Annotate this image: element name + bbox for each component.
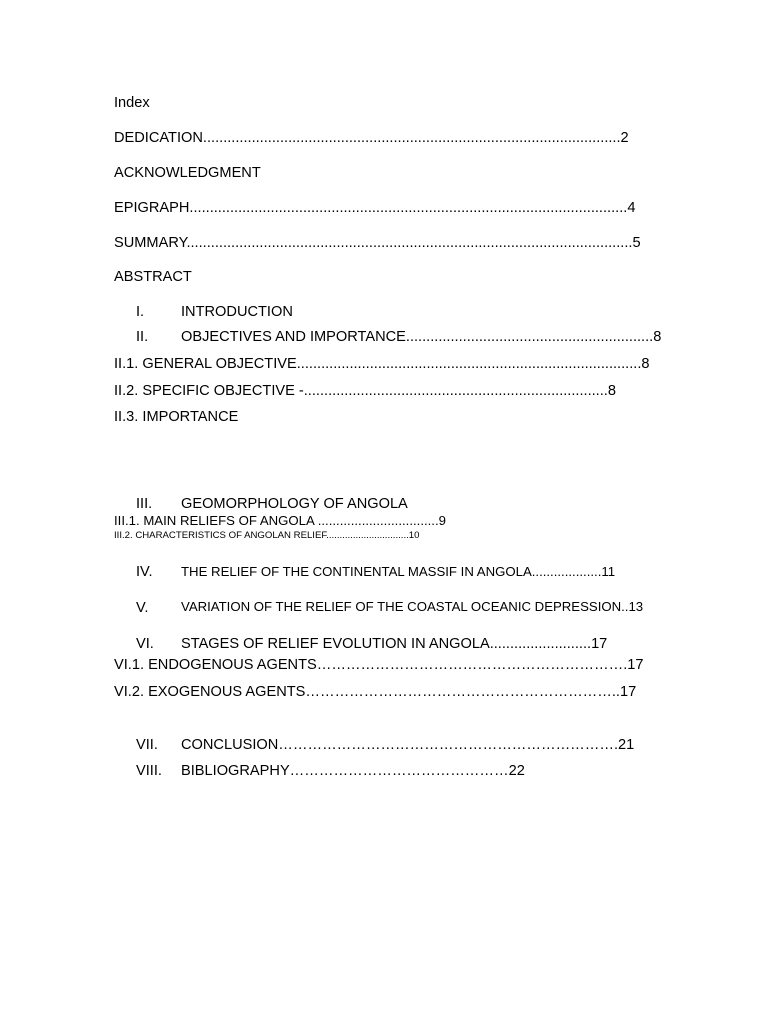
toc-entry-stages: STAGES OF RELIEF EVOLUTION IN ANGOLA.........................17: [181, 636, 608, 652]
toc-entry-introduction: INTRODUCTION: [181, 304, 293, 320]
toc-numeral-continental-massif: IV.: [136, 564, 153, 580]
toc-entry-abstract: ABSTRACT: [114, 269, 192, 285]
toc-numeral-bibliography: VIII.: [136, 763, 162, 779]
toc-numeral-introduction: I.: [136, 304, 145, 320]
toc-entry-bibliography: BIBLIOGRAPHY………………………………………22: [181, 763, 525, 779]
toc-entry-continental-massif: THE RELIEF OF THE CONTINENTAL MASSIF IN ANGOLA...................11: [181, 564, 616, 579]
toc-entry-importance: II.3. IMPORTANCE: [114, 409, 239, 425]
toc-entry-specific-objective: II.2. SPECIFIC OBJECTIVE -...........................................................................8: [114, 383, 616, 399]
toc-entry-exogenous-agents: VI.2. EXOGENOUS AGENTS………………………………………………………..17: [114, 684, 637, 700]
toc-entry-summary: SUMMARY..............................................................................................................5: [114, 235, 641, 251]
toc-entry-dedication: DEDICATION.......................................................................................................2: [114, 130, 629, 146]
toc-entry-objectives: OBJECTIVES AND IMPORTANCE.............................................................8: [181, 329, 662, 345]
toc-entry-geomorphology: GEOMORPHOLOGY OF ANGOLA: [181, 496, 408, 512]
toc-entry-endogenous-agents: VI.1. ENDOGENOUS AGENTS……………………………………………………….17: [114, 657, 644, 673]
toc-numeral-geomorphology: III.: [136, 496, 153, 512]
toc-entry-main-reliefs: III.1. MAIN RELIEFS OF ANGOLA .................................9: [114, 513, 446, 528]
toc-entry-general-objective: II.1. GENERAL OBJECTIVE.....................................................................................8: [114, 356, 650, 372]
toc-entry-coastal-depression: VARIATION OF THE RELIEF OF THE COASTAL OCEANIC DEPRESSION..13: [181, 599, 644, 614]
toc-numeral-objectives: II.: [136, 329, 149, 345]
toc-entry-acknowledgment: ACKNOWLEDGMENT: [114, 165, 261, 181]
toc-numeral-stages: VI.: [136, 636, 154, 652]
toc-entry-conclusion: CONCLUSION…………………………………………………………….21: [181, 737, 635, 753]
toc-entry-epigraph: EPIGRAPH............................................................................................................4: [114, 200, 636, 216]
toc-entry-characteristics: III.2. CHARACTERISTICS OF ANGOLAN RELIEF...............................10: [114, 530, 420, 541]
index-title: Index: [114, 95, 150, 111]
toc-numeral-conclusion: VII.: [136, 737, 158, 753]
toc-numeral-coastal-depression: V.: [136, 600, 149, 616]
